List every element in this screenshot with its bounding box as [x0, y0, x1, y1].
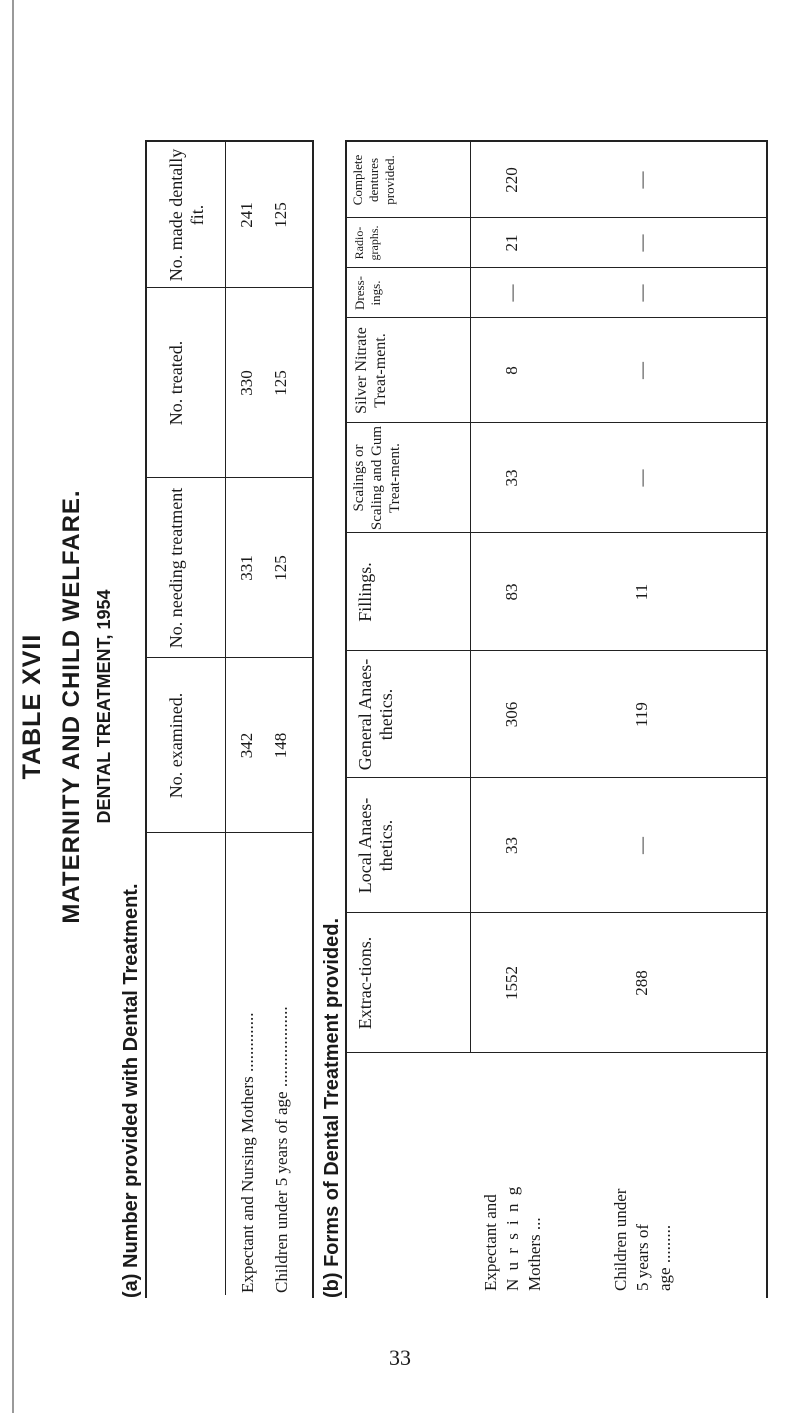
table-b-header-rule	[470, 142, 471, 1053]
row-label-children-under-5: Children under 5 years of age ...................	[272, 1006, 291, 1293]
table-cell: 119	[632, 702, 651, 727]
table-cell: 1552	[502, 966, 521, 1000]
table-cell: 342	[237, 732, 256, 759]
header-radiographs: Radio-graphs.	[352, 225, 381, 261]
header-extractions: Extrac-tions.	[355, 936, 375, 1030]
table-cell: 11	[632, 583, 651, 601]
header-general-anaesthetics: General Anaes-thetics.	[355, 658, 396, 771]
section-b-title: (b) Forms of Dental Treatment provided.	[321, 917, 343, 1298]
header-dressings: Dress-ings.	[352, 276, 383, 310]
table-cell: —	[632, 234, 651, 252]
table-cell: 125	[271, 370, 290, 396]
table-cell: 125	[271, 555, 290, 581]
table-cell: 288	[632, 970, 651, 996]
table-cell: 220	[502, 167, 521, 193]
table-cell: 125	[271, 202, 290, 228]
row-label-expectant-mothers: Expectant and Nursing Mothers ..............	[238, 1012, 257, 1293]
table-a-top-border	[145, 140, 147, 1298]
table-title: TABLE XVII	[18, 633, 46, 780]
subtitle: MATERNITY AND CHILD WELFARE.	[58, 489, 85, 924]
table-cell: —	[632, 837, 651, 854]
table-cell: 33	[502, 469, 521, 487]
table-b-right-border	[345, 140, 768, 142]
table-cell: 148	[271, 732, 290, 759]
rotated-page: TABLE XVII MATERNITY AND CHILD WELFARE. DENTAL TREATMENT, 1954 (a) Number provided with Dental Treatment. No. examined. No. needing treatment No. treated. No. made dentally fit. Expectant and Nursing Mothers .............. 342 331 330 241 Children under 5 years of age ................... 148 125 125 125 (b) Forms of Dental Treatment provided. Extrac-tions. Local Anaes-thetics. General Anaes-thetics. Fillings. Scalings or Scaling and Gum Treat-ment. Silver Nitrate Treat-ment. Dress-ings. Radio-graphs. Complete dentures provided. Expectant and N u r s i n g Mothers ... Children under 5 years of age ......... 1552 33 306 83 33 8 — 21 220 288 — 119 11 — — — — —	[0, 0, 800, 1413]
table-b-top-border	[345, 140, 347, 1298]
table-b-divider	[345, 217, 768, 218]
table-cell: 21	[502, 234, 521, 252]
section-a-title: (a) Number provided with Dental Treatment.	[120, 883, 142, 1298]
header-silver-nitrate: Silver Nitrate Treat-ment.	[353, 327, 389, 414]
table-cell: —	[632, 171, 651, 189]
table-cell: —	[632, 284, 651, 302]
table-cell: 83	[502, 583, 521, 601]
table-cell: 331	[237, 555, 256, 581]
table-b-divider	[345, 1052, 768, 1053]
table-cell: 8	[502, 366, 521, 375]
header-scalings: Scalings or Scaling and Gum Treat-ment.	[351, 425, 403, 531]
header-fillings: Fillings.	[355, 562, 375, 622]
table-cell: 306	[502, 701, 521, 728]
table-cell: 330	[237, 370, 256, 396]
header-local-anaesthetics: Local Anaes-thetics.	[355, 797, 396, 894]
table-b-divider	[345, 317, 768, 318]
header-complete-dentures: Complete dentures provided.	[350, 154, 397, 206]
table-cell: —	[632, 362, 651, 379]
table-b-divider	[345, 532, 768, 533]
table-b-divider	[345, 422, 768, 423]
subtitle-2: DENTAL TREATMENT, 1954	[94, 589, 114, 824]
table-b-divider	[345, 650, 768, 651]
table-cell: 33	[502, 837, 521, 854]
table-cell: 241	[237, 202, 256, 228]
table-cell: —	[632, 469, 651, 487]
header-no-needing-treatment: No. needing treatment	[166, 487, 186, 649]
table-b-divider	[345, 777, 768, 778]
header-no-dentally-fit: No. made dentally fit.	[166, 148, 207, 282]
table-a-bottom-border	[312, 140, 314, 1298]
header-no-treated: No. treated.	[166, 340, 186, 426]
table-b-divider	[345, 912, 768, 913]
header-no-examined: No. examined.	[166, 692, 186, 799]
table-cell: —	[502, 284, 521, 302]
table-a-header-rule	[225, 142, 226, 1295]
table-b-bottom-border	[766, 140, 768, 1298]
page-number: 33	[389, 1345, 411, 1370]
table-b-divider	[345, 267, 768, 268]
